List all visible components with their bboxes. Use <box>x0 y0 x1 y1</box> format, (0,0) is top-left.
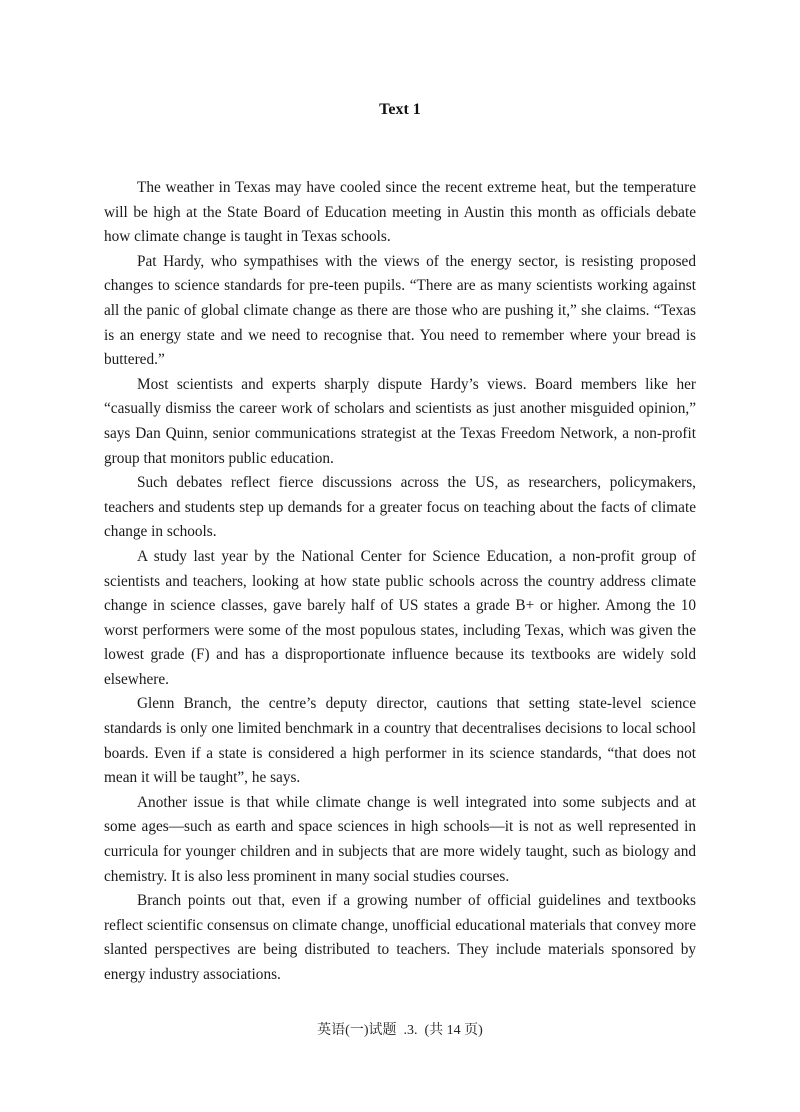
paragraph-8: Branch points out that, even if a growing number of official guidelines and textbooks reflect scientific consensus on climate change, unofficial educational materials that convey more slanted perspectives are being distributed to teachers. They include materials sponsored by energy industry associations. <box>104 892 696 983</box>
paragraph-1: The weather in Texas may have cooled since the recent extreme heat, but the temperature will be high at the State Board of Education meeting in Austin this month as officials debate how climate change is taught in Texas schools. <box>104 179 696 246</box>
passage-title: Text 1 <box>379 101 421 118</box>
paragraph-7: Another issue is that while climate change is well integrated into some subjects and at some ages—such as earth and space sciences in high schools—it is not as well represented in curricula for younger children and in subjects that are more widely taught, such as biology and chemistry. It is also less prominent in many social studies courses. <box>104 793 696 885</box>
page-footer: 英语(一)试题 .3. (共 14 页) <box>317 1023 483 1038</box>
paragraph-5: A study last year by the National Center for Science Education, a non-profit group of scientists and teachers, looking at how state public schools across the country address climate change in science classes, gave barely half of US states a grade B+ or higher. Among the 10 worst performers were some of the most populous states, including Texas, which was given the lowest grade (F) and has a disproportionate influence because its textbooks are widely sold elsewhere. <box>104 547 696 688</box>
paragraph-3: Most scientists and experts sharply dispute Hardy’s views. Board members like her “casually dismiss the career work of scholars and scientists as just another misguided opinion,” says Dan Quinn, senior communications strategist at the Texas Freedom Network, a non-profit group that monitors public education. <box>104 375 696 467</box>
paragraph-2: Pat Hardy, who sympathises with the views of the energy sector, is resisting proposed changes to science standards for pre-teen pupils. “There are as many scientists working against all the panic of global climate change as there are those who are pushing it,” she claims. “Texas is an energy state and we need to recognise that. You need to remember where your bread is buttered.” <box>104 252 696 369</box>
paragraph-6: Glenn Branch, the centre’s deputy director, cautions that setting state-level science standards is only one limited benchmark in a country that decentralises decisions to local school boards. Even if a state is considered a high performer in its science standards, “that does not mean it will be taught”, he says. <box>104 695 696 787</box>
passage-body <box>104 176 696 988</box>
paragraph-4: Such debates reflect fierce discussions across the US, as researchers, policymakers, teachers and students step up demands for a greater focus on teaching about the facts of climate change in schools. <box>104 474 696 541</box>
